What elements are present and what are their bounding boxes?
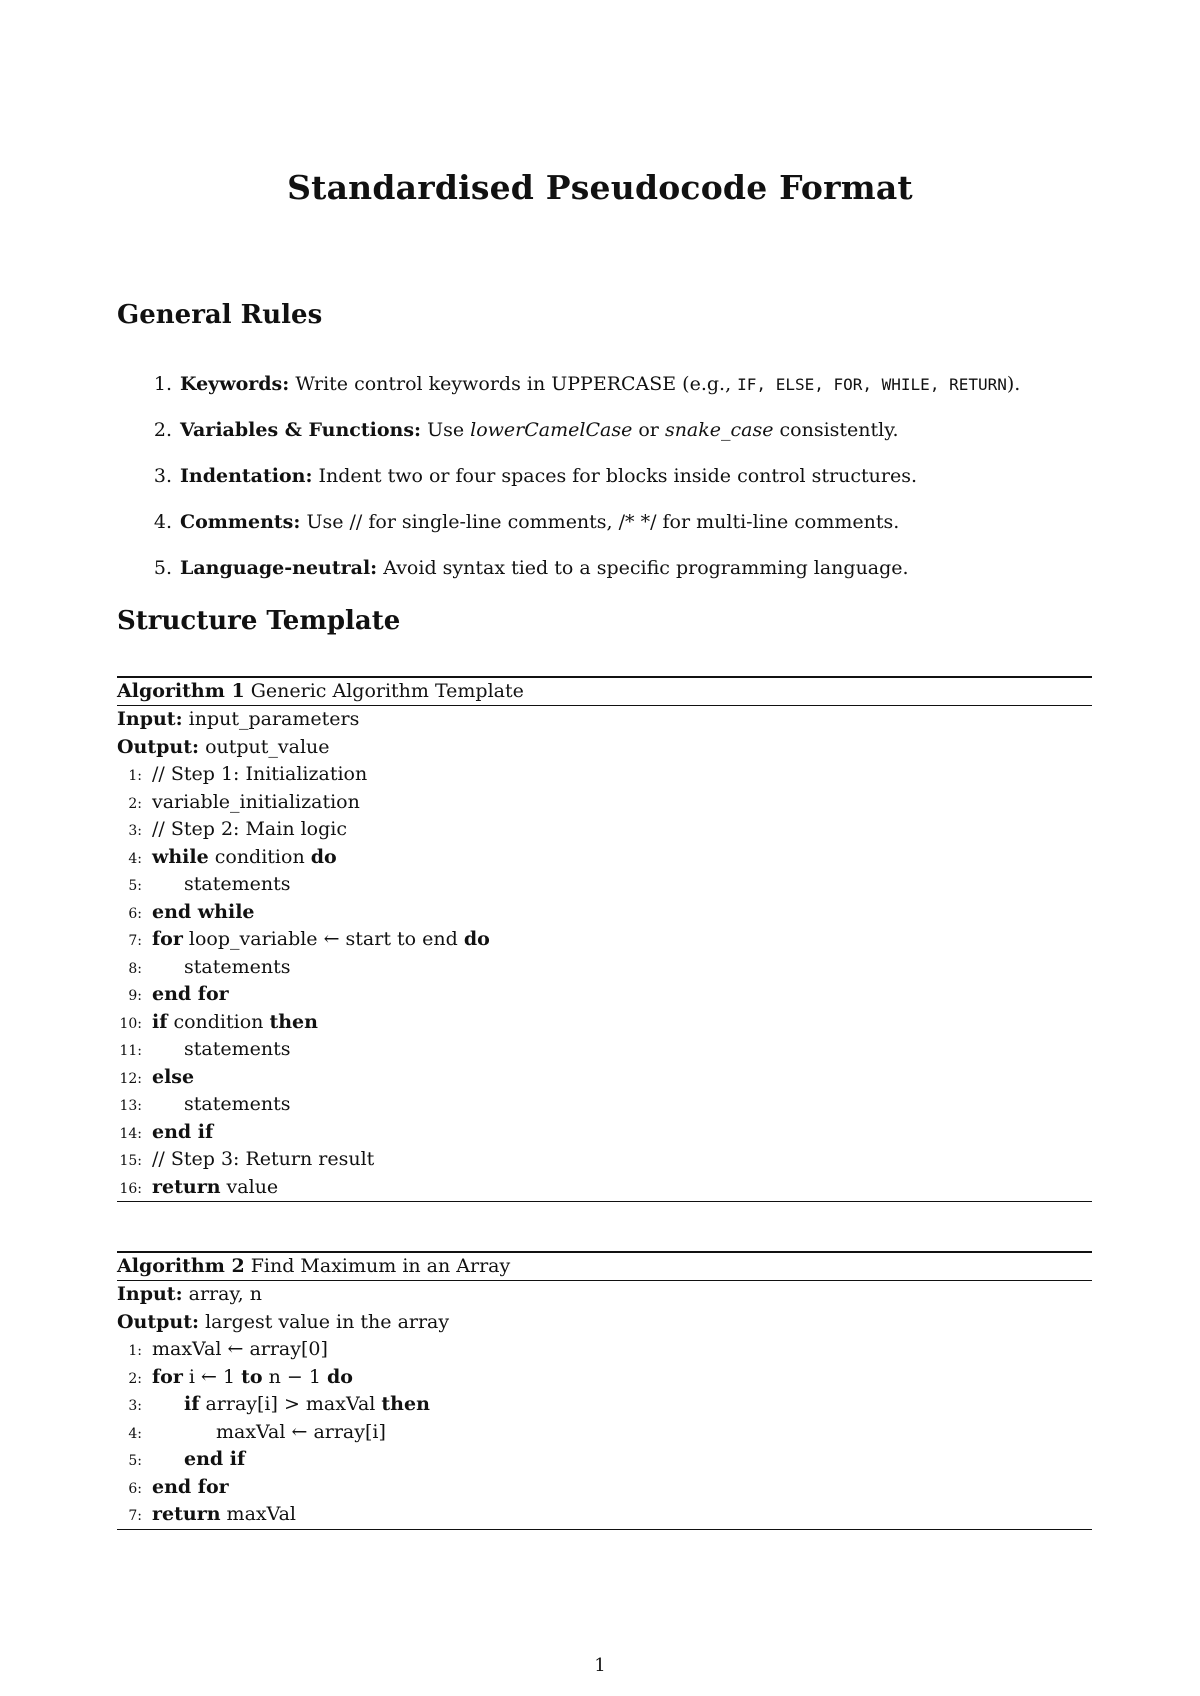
algorithm-line: 7: return maxVal <box>117 1501 1092 1530</box>
algorithm-line: 6: end while <box>128 900 255 923</box>
algorithm-caption: Algorithm 1 Generic Algorithm Template <box>117 678 1092 706</box>
rule-item: 5. Language-neutral: Avoid syntax tied to a specific programming language. <box>153 557 909 579</box>
algorithm-output: Output: output_value <box>117 735 330 758</box>
algorithm-line: 12: else <box>119 1065 195 1088</box>
keywords-list: IF, ELSE, FOR, WHILE, RETURN <box>737 375 1007 394</box>
algorithm-1-block <box>117 676 1092 1202</box>
rule-item: 2. Variables & Functions: Use lowerCamelCase or snake_case consistently. <box>153 419 899 441</box>
algorithm-2-block <box>117 1251 1092 1530</box>
algorithm-line: 2: variable_initialization <box>128 790 360 813</box>
rule-item: 3. Indentation: Indent two or four spaces for blocks inside control structures. <box>153 465 918 487</box>
general-rules-heading: General Rules <box>117 300 323 330</box>
page-title: Standardised Pseudocode Format <box>287 168 913 207</box>
algorithm-line: 7: for loop_variable ← start to end do <box>128 928 490 950</box>
algorithm-line: 10: if condition then <box>119 1010 318 1033</box>
algorithm-line: 3: if array[i] > maxVal then <box>128 1393 430 1415</box>
algorithm-line: 6: end for <box>128 1475 229 1498</box>
algorithm-line: 4: while condition do <box>128 845 337 868</box>
algorithm-line: 3: // Step 2: Main logic <box>128 818 348 840</box>
algorithm-line: 1: // Step 1: Initialization <box>128 763 368 785</box>
algorithm-input: Input: array, n <box>117 1283 262 1305</box>
algorithm-line: 9: end for <box>128 983 229 1005</box>
algorithm-line: 5: statements <box>128 873 291 895</box>
algorithm-line: 13: statements <box>119 1093 291 1115</box>
rules-list <box>140 372 1020 602</box>
algorithm-line: 5: end if <box>128 1448 246 1470</box>
algorithm-input: Input: input_parameters <box>117 708 360 730</box>
algorithm-line: 8: statements <box>128 955 291 978</box>
algorithm-caption: Algorithm 2 Find Maximum in an Array <box>117 1253 1092 1281</box>
page-number: 1 <box>594 1655 606 1676</box>
algorithm-line: 1: maxVal ← array[0] <box>128 1338 328 1360</box>
algorithm-line: 14: end if <box>119 1120 214 1143</box>
structure-template-heading: Structure Template <box>117 606 401 636</box>
algorithm-line: 2: for i ← 1 to n − 1 do <box>128 1365 353 1388</box>
algorithm-line: 11: statements <box>119 1038 291 1060</box>
rule-item: 4. Comments: Use // for single-line comments, /* */ for multi-line comments. <box>153 511 900 533</box>
rule-item: 1. Keywords: Write control keywords in UPPERCASE (e.g., IF, ELSE, FOR, WHILE, RETURN). <box>153 373 1021 395</box>
algorithm-line: 4: maxVal ← array[i] <box>128 1420 386 1443</box>
algorithm-output: Output: largest value in the array <box>117 1310 450 1333</box>
algorithm-line: 16: return value <box>117 1174 1092 1203</box>
algorithm-line: 15: // Step 3: Return result <box>119 1148 375 1170</box>
